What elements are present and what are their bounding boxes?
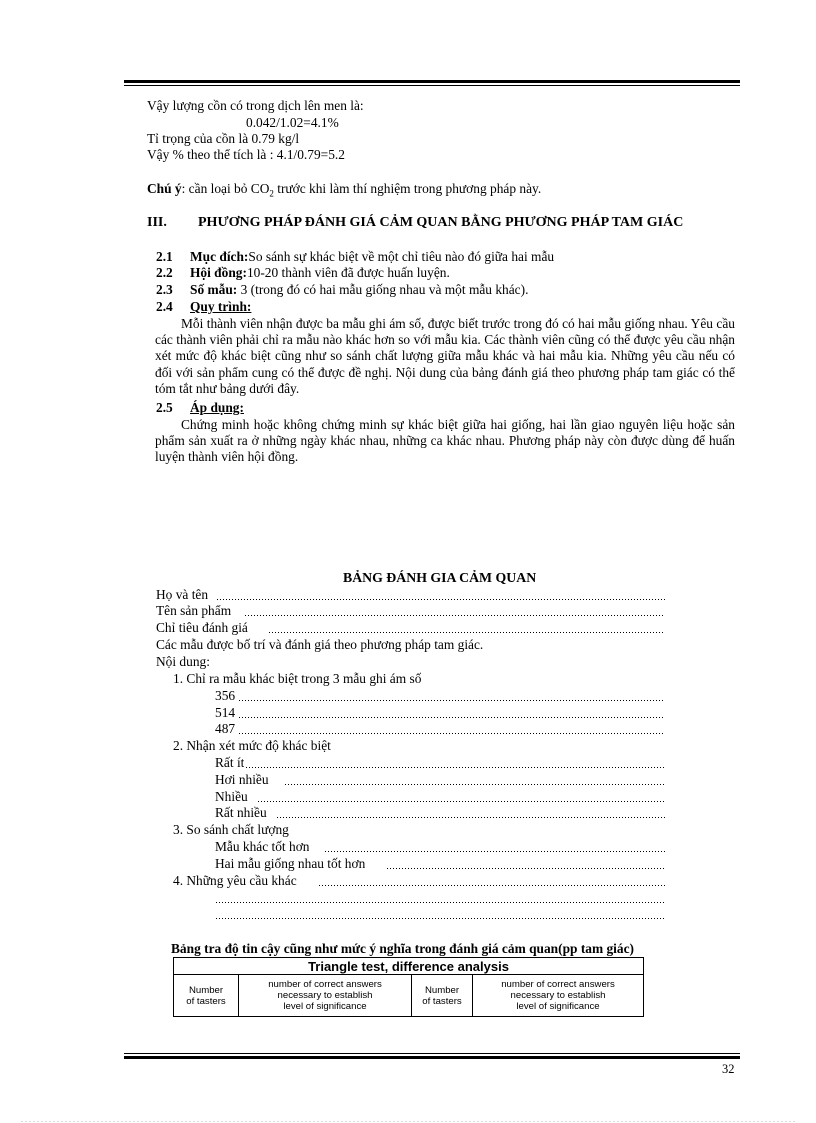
item-2-4-number: 2.4 (156, 299, 173, 314)
form-code-514-dots (238, 717, 665, 718)
form-level-3-dots (257, 801, 665, 802)
form-arrangement: Các mẫu được bố trí và đánh giá theo phương pháp tam giác. (156, 637, 484, 652)
header-rule-thick (124, 80, 740, 83)
page-bottom-edge (20, 1121, 796, 1122)
item-2-3-number: 2.3 (156, 282, 173, 297)
note-label: Chú ý (147, 181, 182, 196)
calc-line-4: Vậy % theo thể tích là : 4.1/0.79=5.2 (147, 147, 345, 162)
calc-line-2: 0.042/1.02=4.1% (246, 115, 339, 130)
calc-line-1: Vậy lượng cồn có trong dịch lên men là: (147, 98, 364, 113)
form-extra-line-1 (215, 902, 665, 903)
form-extra-line-2 (215, 918, 665, 919)
form-quality-2-dots (386, 868, 665, 869)
form-question-3: 3. So sánh chất lượng (173, 822, 289, 837)
table-header-answers-2: number of correct answers necessary to establish level of significance (473, 975, 644, 1017)
item-2-2-label: Hội đồng: (190, 265, 247, 280)
procedure-paragraph (155, 316, 735, 397)
footer-rule-thick (124, 1056, 740, 1059)
item-2-3-label: Số mẫu: (190, 282, 238, 297)
note-text-before: : cần loại bỏ CO (181, 181, 270, 196)
section-title: PHƯƠNG PHÁP ĐÁNH GIÁ CẢM QUAN BẰNG PHƯƠNG PHÁP TAM GIÁC (198, 215, 684, 230)
form-criterion-dots (268, 632, 665, 633)
form-question-4-dots (318, 885, 665, 886)
note-subscript: 2 (269, 188, 274, 199)
table-header-answers-1: number of correct answers necessary to establish level of significance (239, 975, 412, 1017)
form-criterion-label: Chỉ tiêu đánh giá (156, 620, 248, 635)
section-number: III. (147, 215, 167, 230)
form-quality-1-dots (324, 851, 665, 852)
footer-rule-thin (124, 1053, 740, 1054)
form-code-514: 514 (215, 705, 236, 720)
form-level-1: Rất ít (215, 755, 245, 770)
form-question-1: 1. Chỉ ra mẫu khác biệt trong 3 mẫu ghi ám số (173, 671, 422, 686)
application-paragraph (155, 417, 735, 466)
calc-line-3: Tỉ trọng của cồn là 0.79 kg/l (147, 131, 300, 146)
form-code-356-dots (238, 700, 665, 701)
item-2-2-number: 2.2 (156, 265, 173, 280)
form-name-dots (216, 599, 665, 600)
form-quality-1: Mẫu khác tốt hơn (215, 839, 310, 854)
table-header-tasters-2: Number of tasters (412, 975, 473, 1017)
header-rule-thin (124, 85, 740, 86)
form-code-487-dots (238, 733, 665, 734)
item-2-4-label: Quy trình: (190, 299, 252, 314)
form-product-label: Tên sản phẩm (156, 603, 232, 618)
form-title: BẢNG ĐÁNH GIA CẢM QUAN (343, 570, 537, 585)
page-number: 32 (722, 1062, 735, 1076)
form-content-label: Nội dung: (156, 654, 210, 669)
form-code-356: 356 (215, 688, 236, 703)
form-quality-2: Hai mẫu giống nhau tốt hơn (215, 856, 366, 871)
item-2-2 (156, 265, 450, 281)
form-code-487: 487 (215, 721, 236, 736)
item-2-1 (156, 249, 554, 265)
note-line (147, 181, 541, 202)
form-question-2: 2. Nhận xét mức độ khác biệt (173, 738, 331, 753)
item-2-5 (156, 400, 244, 416)
form-product-dots (244, 615, 665, 616)
item-2-3-text: 3 (trong đó có hai mẫu giống nhau và một mẫu khác). (237, 282, 529, 297)
table-header-tasters-1: Number of tasters (174, 975, 239, 1017)
form-question-4: 4. Những yêu cầu khác (173, 873, 297, 888)
form-level-4-dots (276, 817, 665, 818)
item-2-4 (156, 299, 251, 315)
form-level-4: Rất nhiều (215, 805, 267, 820)
note-text-after: trước khi làm thí nghiệm trong phương pháp này. (273, 181, 542, 196)
application-text: Chứng minh hoặc không chứng minh sự khác biệt giữa hai giống, hai lần giao nguyên liệu hoặc sản phẩm sản xuất ra ở những ngày khác nhau, những ca khác nhau. Phương pháp này còn được dùng để huấn luyện thành viên hội đồng. (155, 417, 735, 465)
item-2-1-text: So sánh sự khác biệt về một chỉ tiêu nào đó giữa hai mẫu (248, 249, 555, 264)
table-heading: Bảng tra độ tin cậy cũng như mức ý nghĩa trong đánh giá cảm quan(pp tam giác) (171, 941, 634, 956)
item-2-3 (156, 282, 528, 298)
item-2-5-label: Áp dụng: (190, 400, 244, 415)
procedure-text: Mỗi thành viên nhận được ba mẫu ghi ám số, được biết trước trong đó có hai mẫu giống nhau. Yêu cầu các thành viên phải chỉ ra mẫu nào khác hơn so với mẫu kia. Các thành viên cũng có thể được yêu cầu nhận xét mức độ khác biệt cũng như so sánh chất lượng giữa mẫu khác và hai mẫu kia. Những yêu cầu nếu có đối với sản phẩm cung có thể được đề nghị. Nội dung của bảng đánh giá theo phương pháp tam giác có thể tóm tắt như bảng dưới đây. (155, 316, 735, 396)
form-level-3: Nhiều (215, 789, 248, 804)
form-level-2: Hơi nhiều (215, 772, 269, 787)
item-2-2-text: 10-20 thành viên đã được huấn luyện. (246, 265, 450, 280)
form-level-2-dots (284, 784, 665, 785)
item-2-1-number: 2.1 (156, 249, 173, 264)
form-level-1-dots (245, 767, 665, 768)
item-2-5-number: 2.5 (156, 400, 173, 415)
table-caption: Triangle test, difference analysis (174, 958, 644, 975)
triangle-test-table (173, 957, 644, 1017)
item-2-1-label: Mục đích: (190, 249, 249, 264)
form-name-label: Họ và tên (156, 587, 209, 602)
